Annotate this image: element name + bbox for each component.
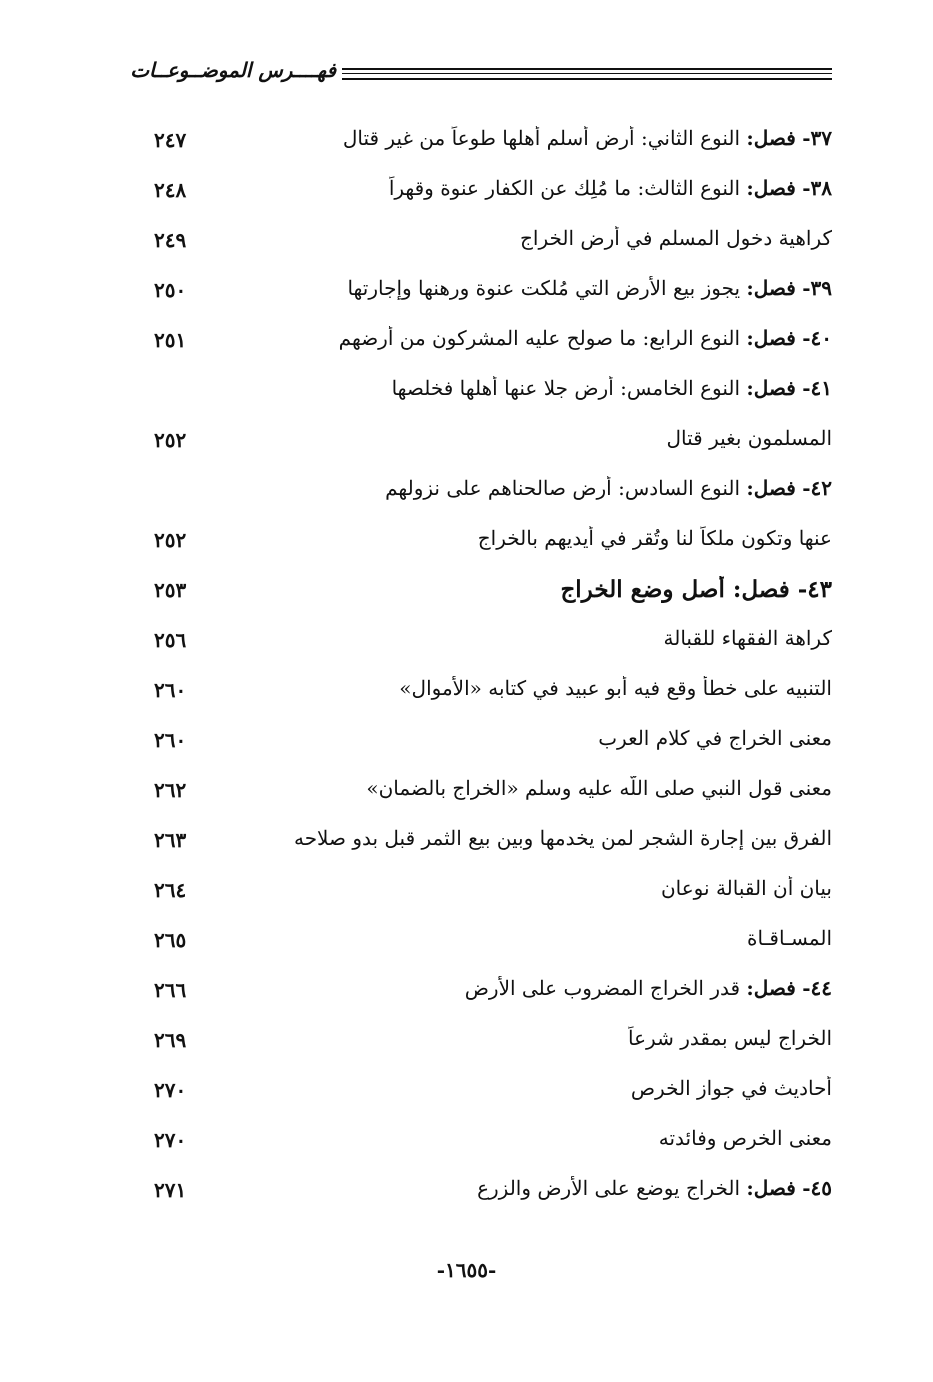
page-ref: ٢٦٤ — [154, 878, 187, 902]
section-number: ٤٤- — [802, 976, 832, 1000]
entry-title: المسلمون بغير قتال — [666, 426, 832, 450]
page-ref: ٢٦٠ — [154, 728, 187, 752]
page-ref: ٢٤٩ — [154, 228, 187, 252]
toc-entry — [339, 326, 832, 350]
entry-title: كراهية دخول المسلم في أرض الخراج — [519, 226, 832, 250]
toc-row — [140, 518, 832, 568]
toc-entry — [347, 276, 832, 300]
toc-entry — [465, 976, 832, 1000]
toc-row — [140, 818, 832, 868]
toc-row — [140, 918, 832, 968]
toc-entry — [294, 826, 832, 850]
page-ref: ٢٦٦ — [154, 978, 187, 1002]
page-ref: ٢٤٧ — [154, 128, 187, 152]
entry-title: قدر الخراج المضروب على الأرض — [464, 976, 747, 1000]
section-number: ٤٥- — [802, 1176, 832, 1200]
toc-entry — [389, 176, 832, 200]
section-number: ٤٢- — [802, 476, 832, 500]
page-ref: ٢٦٣ — [154, 828, 187, 852]
toc-entry — [664, 626, 832, 650]
entry-title: أصل وضع الخراج — [560, 576, 733, 603]
toc-row — [140, 568, 832, 618]
section-keyword: فصل: — [746, 976, 796, 1000]
toc-entry — [667, 426, 832, 450]
page-ref: ٢٥٢ — [154, 528, 187, 552]
page-ref: ٢٥٣ — [154, 578, 187, 602]
toc-entry — [366, 776, 832, 800]
entry-title: النوع الرابع: ما صولح عليه المشركون من أرضهم — [338, 326, 747, 350]
toc-entry — [520, 226, 832, 250]
toc-row — [140, 418, 832, 468]
toc-row — [140, 768, 832, 818]
entry-title: النوع السادس: أرض صالحناهم على نزولهم — [385, 476, 747, 500]
header-rule — [342, 68, 832, 70]
entry-title: المسـاقـاة — [747, 926, 832, 950]
toc-entry — [659, 1126, 832, 1150]
section-keyword: فصل: — [746, 1176, 796, 1200]
toc-row — [140, 118, 832, 168]
entry-title: النوع الثالث: ما مُلِك عن الكفار عنوة وقهراً — [388, 176, 747, 200]
toc-row — [140, 218, 832, 268]
toc-row — [140, 318, 832, 368]
page-ref: ٢٧١ — [154, 1178, 187, 1202]
section-keyword: فصل: — [746, 326, 796, 350]
toc-row — [140, 1018, 832, 1068]
entry-title: عنها وتكون ملكاً لنا وتُقر في أيديهم بالخراج — [477, 526, 832, 550]
toc-entry — [747, 926, 832, 950]
section-keyword: فصل: — [746, 126, 796, 150]
toc-entry — [560, 576, 832, 603]
toc-row — [140, 718, 832, 768]
toc-entry — [631, 1076, 832, 1100]
page-ref: ٢٤٨ — [154, 178, 187, 202]
page-ref: ٢٥٢ — [154, 428, 187, 452]
toc-row — [140, 868, 832, 918]
section-number: ٣٧- — [802, 126, 832, 150]
toc-row — [140, 668, 832, 718]
entry-title: النوع الثاني: أرض أسلم أهلها طوعاً من غير قتال — [342, 126, 747, 150]
entry-title: النوع الخامس: أرض جلا عنها أهلها فخلصها — [391, 376, 747, 400]
page-ref: ٢٧٠ — [154, 1128, 187, 1152]
toc-row — [140, 1168, 832, 1218]
page-number: -١٦٥٥- — [436, 1258, 497, 1282]
toc-row — [140, 168, 832, 218]
toc-row — [140, 618, 832, 668]
page-ref: ٢٦٠ — [154, 678, 187, 702]
toc-entry — [477, 1176, 832, 1200]
page-ref: ٢٧٠ — [154, 1078, 187, 1102]
toc-entry — [598, 726, 832, 750]
header-title: فهــــرس الموضــوعــات — [130, 58, 336, 82]
section-number: ٤٠- — [802, 326, 832, 350]
table-of-contents — [140, 118, 832, 1218]
section-keyword: فصل: — [746, 376, 796, 400]
toc-entry — [343, 126, 832, 150]
page-ref: ٢٥١ — [154, 328, 187, 352]
toc-entry — [628, 1026, 832, 1050]
page-ref: ٢٦٢ — [154, 778, 187, 802]
toc-row — [140, 1068, 832, 1118]
entry-title: الفرق بين إجارة الشجر لمن يخدمها وبين بيع الثمر قبل بدو صلاحه — [293, 826, 832, 850]
section-number: ٣٩- — [802, 276, 832, 300]
toc-row — [140, 1118, 832, 1168]
entry-title: أحاديث في جواز الخرص — [630, 1076, 832, 1100]
section-keyword: فصل: — [746, 276, 796, 300]
section-number: ٤١- — [802, 376, 832, 400]
section-keyword: فصل: — [746, 476, 796, 500]
entry-title: بيان أن القبالة نوعان — [660, 876, 832, 900]
page-header — [120, 58, 832, 88]
toc-row — [140, 468, 832, 518]
header-rule — [342, 78, 832, 80]
entry-title: كراهة الفقهاء للقبالة — [663, 626, 832, 650]
section-number: ٤٣- — [797, 576, 832, 603]
toc-entry — [399, 676, 832, 700]
page-ref: ٢٦٥ — [154, 928, 187, 952]
section-number: ٣٨- — [802, 176, 832, 200]
entry-title: معنى قول النبي صلى اللّه عليه وسلم «الخراج بالضمان» — [366, 776, 832, 800]
entry-title: الخراج يوضع على الأرض والزرع — [477, 1176, 747, 1200]
toc-row — [140, 268, 832, 318]
entry-title: التنبيه على خطأ وقع فيه أبو عبيد في كتابه «الأموال» — [399, 676, 832, 700]
header-rule — [342, 73, 832, 74]
toc-entry — [661, 876, 832, 900]
page-ref: ٢٥٦ — [154, 628, 187, 652]
toc-entry — [385, 476, 832, 500]
entry-title: معنى الخراج في كلام العرب — [598, 726, 832, 750]
toc-row — [140, 968, 832, 1018]
page-ref: ٢٦٩ — [154, 1028, 187, 1052]
toc-entry — [392, 376, 832, 400]
toc-entry — [478, 526, 832, 550]
entry-title: معنى الخرص وفائدته — [658, 1126, 832, 1150]
toc-row — [140, 368, 832, 418]
entry-title: يجوز بيع الأرض التي مُلكت عنوة ورهنها وإجارتها — [347, 276, 747, 300]
entry-title: الخراج ليس بمقدر شرعاً — [628, 1026, 832, 1050]
section-keyword: فصل: — [732, 576, 790, 603]
section-keyword: فصل: — [746, 176, 796, 200]
page-ref: ٢٥٠ — [154, 278, 187, 302]
